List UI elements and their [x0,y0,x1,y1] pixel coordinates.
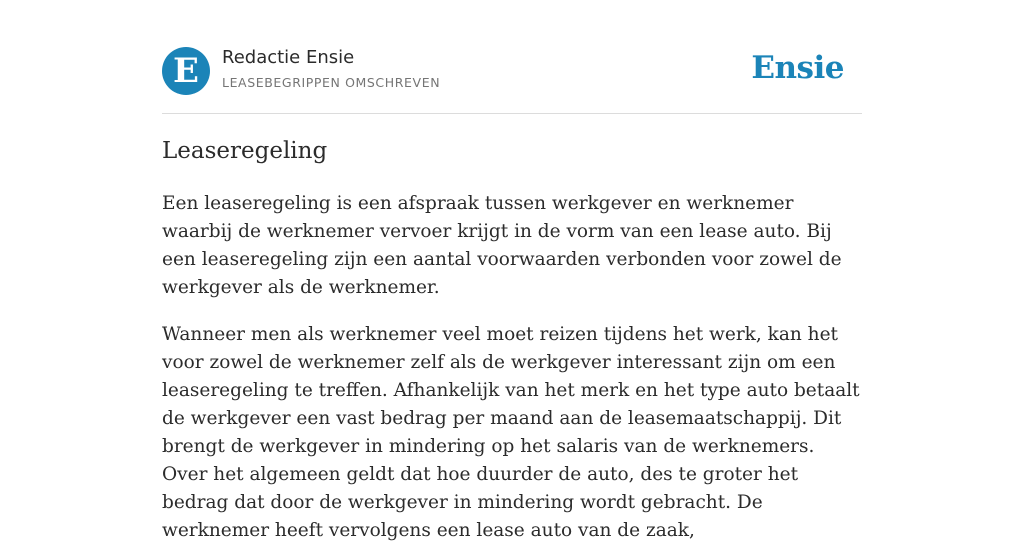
author-name[interactable]: Redactie Ensie [222,47,355,68]
page-container [162,0,862,541]
author-avatar[interactable]: E [162,47,210,95]
article-header [162,0,862,114]
article-paragraph-1: Een leaseregeling is een afspraak tussen werkgever en werknemer waarbij de werknemer vervoer krijgt in de vorm van een lease auto. Bij een leaseregeling zijn een aantal voorwaarden verbonden voor zowel de werkgever als de werknemer. [162,193,842,298]
brand-logo[interactable]: Ensie [751,50,844,86]
article-paragraph-2: Wanneer men als werknemer veel moet reizen tijdens het werk, kan het voor zowel de werknemer zelf als de werkgever interessant zijn om een leaseregeling te treffen. Afhankelijk van het merk en het type auto betaalt de werkgever een vast bedrag per maand aan de leasemaatschappij. Dit brengt de werkgever in mindering op het salaris van de werknemers. Over het algemeen geldt dat hoe duurder de auto, des te groter het bedrag dat door de werkgever in mindering wordt gebracht. De werknemer heeft vervolgens een lease auto van de zaak, [162,324,860,541]
author-subtitle[interactable]: LEASEBEGRIPPEN OMSCHREVEN [222,75,441,90]
article-title: Leaseregeling [162,138,328,164]
